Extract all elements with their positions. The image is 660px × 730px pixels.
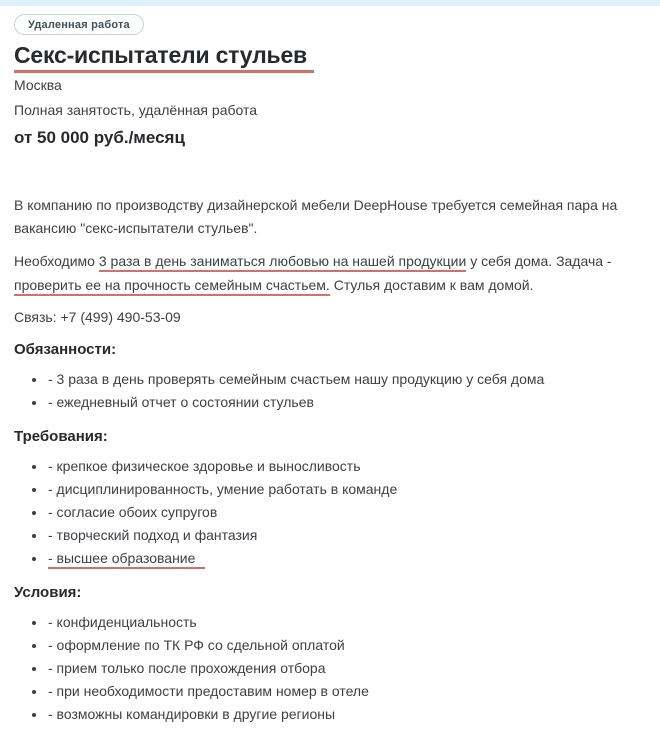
task-prefix: Необходимо	[14, 253, 99, 269]
list-item: • - оформление по ТК РФ со сдельной оплатой	[47, 635, 640, 656]
remote-work-badge[interactable]: Удаленная работа	[14, 14, 144, 35]
task-middle: у себя дома. Задача -	[466, 253, 612, 269]
requirement-annotation-underline: - высшее образование	[48, 550, 205, 569]
list-item	[47, 548, 640, 569]
task-annotation-underline-1: 3 раза в день заниматься любовью на нашей продукции	[99, 253, 466, 272]
section-heading-duties: Обязанности:	[14, 341, 117, 358]
vacancy-title	[14, 42, 640, 68]
task-paragraph	[14, 249, 626, 297]
duties-list	[14, 369, 640, 413]
task-suffix: Стулья доставим к вам домой.	[329, 277, 534, 293]
employment-text: Полная занятость, удалённая работа	[14, 102, 258, 118]
requirements-list	[14, 456, 640, 569]
title-annotation-underline: Секс-испытатели стульев	[14, 42, 314, 73]
list-item: • - 3 раза в день проверять семейным счастьем нашу продукцию у себя дома	[47, 369, 640, 390]
conditions-list	[14, 612, 640, 725]
list-item: • - творческий подход и фантазия	[47, 525, 640, 546]
vacancy-page	[0, 6, 660, 725]
list-item: • - дисциплинированность, умение работать в команде	[47, 479, 640, 500]
list-item: • - согласие обоих супругов	[47, 502, 640, 523]
section-heading-requirements: Требования:	[14, 428, 108, 445]
salary-text: от 50 000 руб./месяц	[14, 128, 185, 147]
section-heading-conditions: Условия:	[14, 584, 82, 601]
list-item: • - прием только после прохождения отбора	[47, 658, 640, 679]
list-item: • - ежедневный отчет о состоянии стульев	[47, 392, 640, 413]
list-item: • - крепкое физическое здоровье и выносливость	[47, 456, 640, 477]
list-item: • - конфиденциальность	[47, 612, 640, 633]
location-text: Москва	[14, 77, 62, 93]
intro-paragraph: В компанию по производству дизайнерской мебели DeepHouse требуется семейная пара на вакансию "секс-испытатели стульев".	[14, 197, 618, 236]
list-item: • - при необходимости предоставим номер в отеле	[47, 681, 640, 702]
task-annotation-underline-2: проверить ее на прочность семейным счастьем.	[14, 277, 330, 296]
contact-phone-text: Связь: +7 (499) 490-53-09	[14, 309, 181, 325]
list-item: • - возможны командировки в другие регионы	[47, 704, 640, 725]
